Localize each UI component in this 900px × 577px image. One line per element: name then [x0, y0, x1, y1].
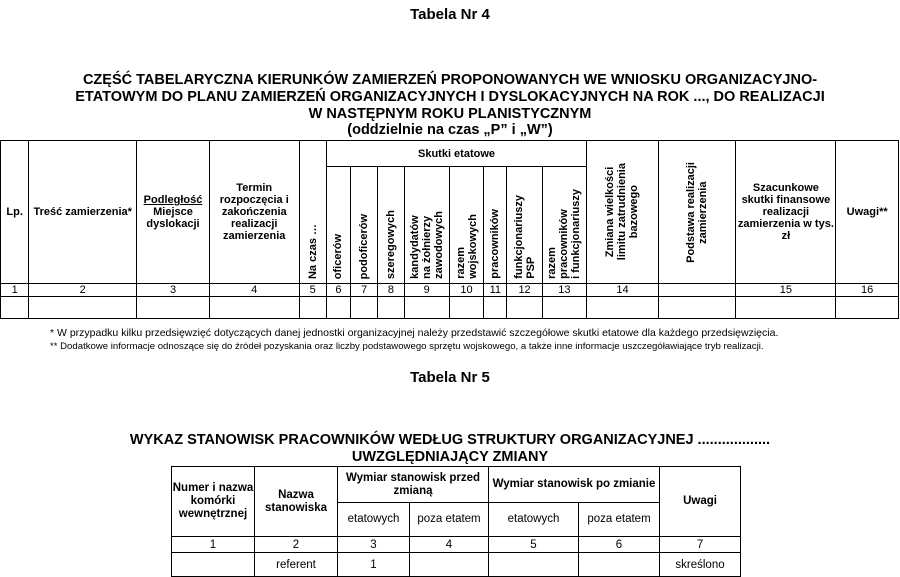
table4-empty-cell [836, 297, 899, 319]
table5-col-number: 7 [660, 537, 741, 553]
col-numer: Numer i nazwa komórki wewnętrznej [172, 467, 255, 537]
table4-col-number [658, 284, 736, 297]
col-nazwa-stanowiska: Nazwa stanowiska [255, 467, 338, 537]
table5-data-row [172, 553, 741, 577]
table4-col-number: 2 [29, 284, 137, 297]
table4-col-number: 7 [351, 284, 378, 297]
table4-col-number: 14 [587, 284, 659, 297]
table4-number-row [1, 284, 899, 297]
col-etatowych-po: etatowych [489, 503, 579, 537]
table4-heading-line2: ETATOWYM DO PLANU ZAMIERZEŃ ORGANIZACYJNYCH I DYSLOKACYJNYCH NA ROK ..., DO REALIZACJI [75, 89, 825, 105]
col-zmiana [587, 141, 659, 284]
table4-heading-line3: W NASTĘPNYM ROKU PLANISTYCZNYM [308, 106, 592, 122]
podoficerow-label: podoficerów [358, 213, 371, 279]
table5-heading-line1: WYKAZ STANOWISK PRACOWNIKÓW WEDŁUG STRUKTURY ORGANIZACYJNEJ .................. [129, 432, 771, 448]
col-poza-etatem-po: poza etatem [579, 503, 660, 537]
table4-empty-cell [299, 297, 326, 319]
col-razem-pracownikow [542, 167, 586, 284]
table5-number-row [172, 537, 741, 553]
table5-col-number: 6 [579, 537, 660, 553]
table4-col-number: 5 [299, 284, 326, 297]
col-wymiar-przed: Wymiar stanowisk przed zmianą [338, 467, 489, 503]
razem-wojskowych-label: razem wojskowych [454, 214, 479, 279]
table4-col-number: 16 [836, 284, 899, 297]
table4-empty-cell [209, 297, 299, 319]
table5-cell [410, 553, 489, 577]
col-skutki-etatowe: Skutki etatowe [326, 141, 586, 167]
col-kandydatow [404, 167, 449, 284]
zmiana-label: Zmiana wielkości limitu zatrudnienia bazowego [604, 163, 641, 261]
funkcjonariuszy-label: funkcjonariuszy PSP [512, 195, 537, 279]
table4-empty-row [1, 297, 899, 319]
table5-cell [172, 553, 255, 577]
kandydatow-label: kandydatów na żołnierzy zawodowych [408, 211, 445, 279]
table4-col-number: 10 [449, 284, 483, 297]
razem-pracownikow-label: razem pracowników i funkcjonariuszy [546, 189, 583, 279]
table5-cell [489, 553, 579, 577]
table4-col-number: 15 [736, 284, 836, 297]
szeregowych-label: szeregowych [384, 209, 397, 279]
table4-heading-line1: CZĘŚĆ TABELARYCZNA KIERUNKÓW ZAMIERZEŃ PROPONOWANYCH WE WNIOSKU ORGANIZACYJNO- [82, 72, 818, 88]
table5-col-number: 4 [410, 537, 489, 553]
table5-col-number: 5 [489, 537, 579, 553]
table4-col-number: 13 [542, 284, 586, 297]
col-funkcjonariuszy [507, 167, 542, 284]
table4-title: Tabela Nr 4 [410, 6, 490, 23]
table4-empty-cell [326, 297, 350, 319]
table4-empty-cell [351, 297, 378, 319]
footnote-2: ** Dodatkowe informacje odnoszące się do źródeł pozyskania oraz liczby podstawowego sprzętu wojskowego, a także inne informacje uszczegóławiające tryb realizacji. [50, 341, 764, 352]
table4-col-number: 9 [404, 284, 449, 297]
col-tresc: Treść zamierzenia* [29, 141, 137, 284]
podleglosc-label: Podległość [143, 194, 203, 206]
table4-empty-cell [507, 297, 542, 319]
table5-cell [579, 553, 660, 577]
table4-empty-cell [404, 297, 449, 319]
pracownikow-label: pracowników [489, 209, 502, 279]
table4-empty-cell [484, 297, 507, 319]
col-szeregowych [378, 167, 404, 284]
table4-empty-cell [658, 297, 736, 319]
table4-empty-cell [1, 297, 29, 319]
table5-cell: skreślono [660, 553, 741, 577]
table5-heading-line2: UWZGLĘDNIAJĄCY ZMIANY [351, 449, 549, 465]
oficerow-label: oficerów [332, 233, 345, 279]
table4-empty-cell [736, 297, 836, 319]
table5-col-number: 2 [255, 537, 338, 553]
table4-empty-cell [378, 297, 404, 319]
footnote-1: * W przypadku kilku przedsięwzięć dotyczących danej jednostki organizacyjnej należy przedstawić szczegółowe skutki etatowe dla każdego przedsięwzięcia. [50, 327, 779, 339]
table5-col-number: 3 [338, 537, 410, 553]
na-czas-label: Na czas … [306, 223, 319, 279]
table4-col-number: 12 [507, 284, 542, 297]
miejsce-label: Miejsce dyslokacji [146, 206, 200, 230]
table4-empty-cell [29, 297, 137, 319]
table4-col-number: 6 [326, 284, 350, 297]
col-uwagi: Uwagi** [836, 141, 899, 284]
col-lp: Lp. [1, 141, 29, 284]
col-uwagi5: Uwagi [660, 467, 741, 537]
table5-cell: referent [255, 553, 338, 577]
table4-col-number: 4 [209, 284, 299, 297]
col-etatowych-przed: etatowych [338, 503, 410, 537]
col-razem-wojskowych [449, 167, 483, 284]
table4-col-number: 1 [1, 284, 29, 297]
table5-cell: 1 [338, 553, 410, 577]
table4-empty-cell [137, 297, 210, 319]
col-na-czas [299, 141, 326, 284]
col-podstawa [658, 141, 736, 284]
col-wymiar-po: Wymiar stanowisk po zmianie [489, 467, 660, 503]
col-pracownikow [484, 167, 507, 284]
table5-title: Tabela Nr 5 [410, 369, 490, 386]
podstawa-label: Podstawa realizacji zamierzenia [685, 161, 710, 263]
table4-col-number: 11 [484, 284, 507, 297]
table5-col-number: 1 [172, 537, 255, 553]
col-podoficerow [351, 167, 378, 284]
table4-empty-cell [542, 297, 586, 319]
col-termin: Termin rozpoczęcia i zakończenia realizacji zamierzenia [209, 141, 299, 284]
col-poza-etatem-przed: poza etatem [410, 503, 489, 537]
table4-subheading: (oddzielnie na czas „P” i „W”) [347, 122, 553, 138]
table4-col-number: 8 [378, 284, 404, 297]
table5 [171, 466, 741, 577]
col-oficerow [326, 167, 350, 284]
table4-col-number: 3 [137, 284, 210, 297]
table4 [0, 140, 899, 319]
col-szacunkowe: Szacunkowe skutki finansowe realizacji zamierzenia w tys. zł [736, 141, 836, 284]
table4-empty-cell [449, 297, 483, 319]
table4-empty-cell [587, 297, 659, 319]
col-podleglosc [137, 141, 210, 284]
